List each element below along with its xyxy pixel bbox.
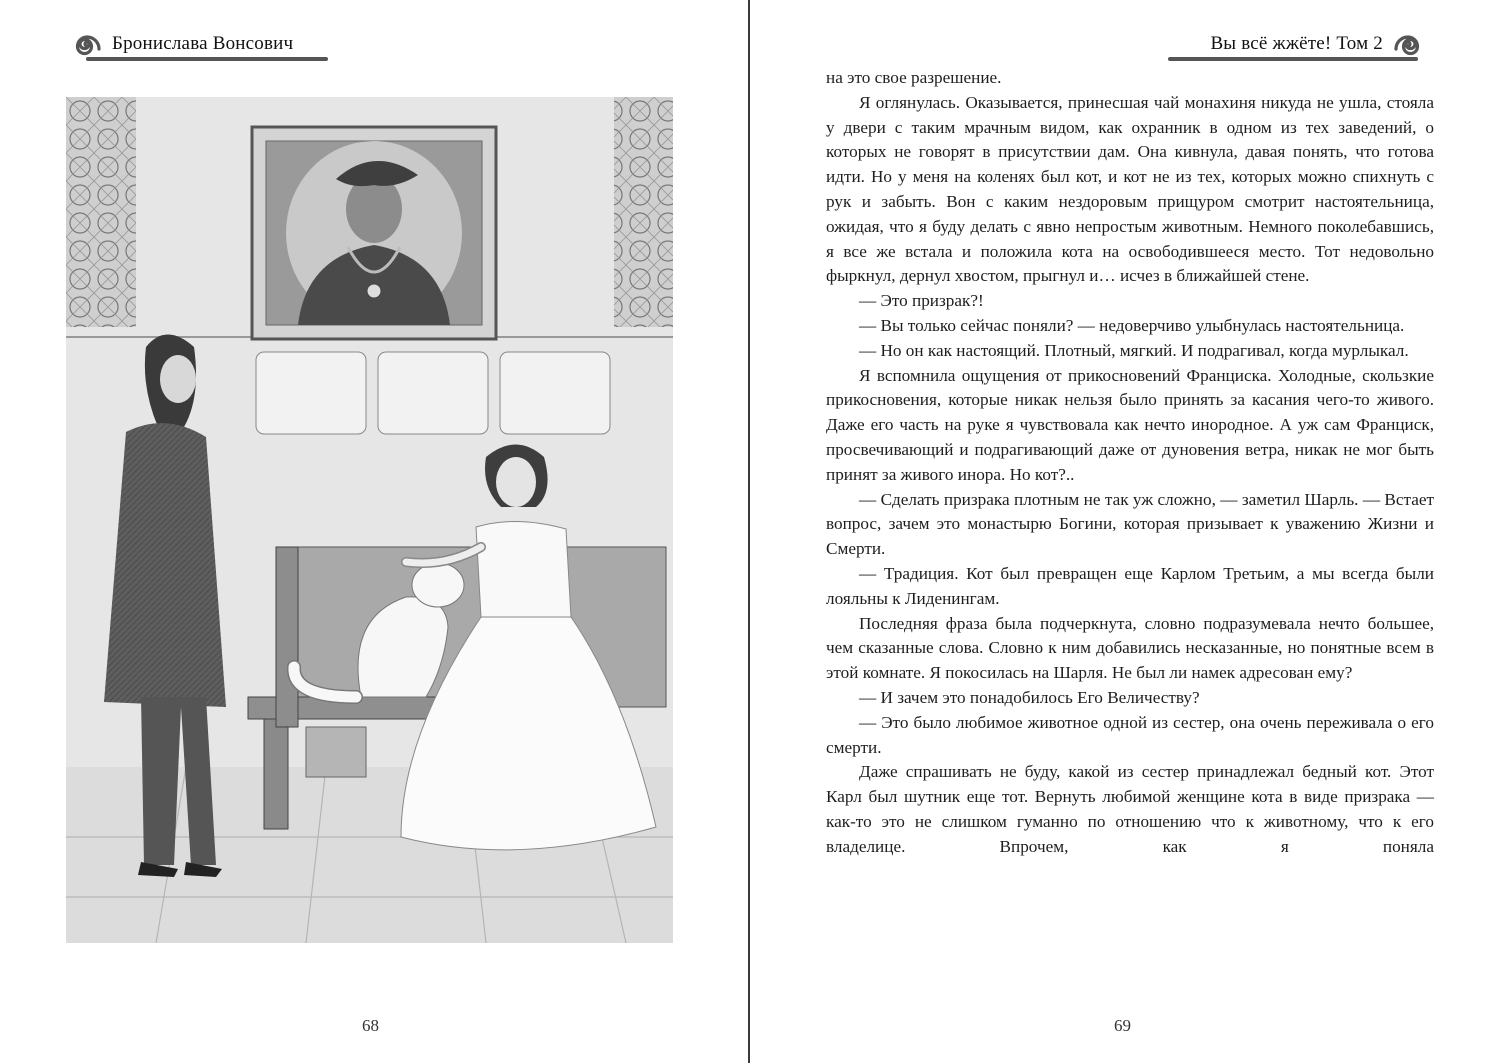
left-page: [0, 0, 749, 1063]
book-title: Вы всё жжёте! Том 2: [1210, 33, 1383, 54]
paragraph: — Это призрак?!: [859, 291, 984, 311]
paragraph: Я оглянулась. Оказывается, принесшая чай монахиня никуда не ушла, стояла у двери с таким мрачным видом, как охранник в одном из тех заведений, о которых не говорят в присутствии дам. Она кивнула, давая понять, что готова идти. Но у меня на коленях был кот, и кот не из тех, которых можно спихнуть с рук и забыть. Вон с каким нездоровым прищуром смотрит настоятельница, ожидая, что я буду делать с явно непростым животным. Немного поколебавшись, я все же встала и положила кота на освободившееся место. Тот недовольно фыркнул, дернул хвостом, прыгнул и… исчез в ближайшей стене.: [826, 92, 1434, 286]
header-rule: [86, 57, 328, 61]
book-illustration: [66, 97, 673, 943]
illustration-drawing: [66, 97, 673, 943]
paragraph: Последняя фраза была подчеркнута, словно подразумевала нечто большее, чем сказанные слова. Словно к ним добавились несказанные, но понятные всем в этой комнате. Я покосилась на Шарля. Не был ли намек адресован ему?: [826, 613, 1434, 683]
paragraph: Я вспомнила ощущения от прикосновений Франциска. Холодные, скользкие прикосновения, которые никак нельзя было принять за касания чего-то живого. Даже его часть на руке я чувствовала как нечто инородное. А уж сам Франциск, просвечивающий и подрагивающий даже от дуновения ветра, никак не мог быть принят за живого инора. Но кот?..: [826, 365, 1434, 484]
ornamental-pilaster-right: [614, 97, 673, 327]
paragraph: Даже спрашивать не буду, какой из сестер принадлежал бедный кот. Этот Карл был шутник еще тот. Вернуть любимой женщине кота в виде призрака — как-то это не слишком гуманно по отношению что к животному, что к его владелице. Впрочем, как я поняла: [826, 762, 1434, 856]
spiral-ornament-icon: [1393, 29, 1423, 59]
paragraph: — Но он как настоящий. Плотный, мягкий. И подрагивал, когда мурлыкал.: [859, 340, 1409, 360]
paragraph: — И зачем это понадобилось Его Величеству?: [859, 687, 1200, 707]
paragraph: — Это было любимое животное одной из сестер, она очень переживала о его смерти.: [826, 712, 1434, 757]
ornamental-pilaster-left: [66, 97, 136, 327]
page-number-right: 69: [1114, 1016, 1131, 1035]
spiral-ornament-icon: [72, 29, 102, 59]
paragraph: — Вы только сейчас поняли? — недоверчиво улыбнулась настоятельница.: [859, 315, 1405, 335]
page-number-left: 68: [362, 1016, 379, 1035]
author-name: Бронислава Вонсович: [112, 33, 294, 54]
paragraph: — Сделать призрака плотным не так уж сложно, — заметил Шарль. — Встает вопрос, зачем это монастырю Богини, которая призывает к уважению Жизни и Смерти.: [826, 489, 1434, 559]
paragraph: на это свое разрешение.: [826, 68, 1002, 87]
paragraph: — Традиция. Кот был превращен еще Карлом Третьим, а мы всегда были лояльны к Лиденингам.: [826, 563, 1434, 608]
portrait-painting: [252, 127, 496, 339]
body-text: [826, 66, 1434, 860]
header-rule: [1168, 57, 1418, 61]
